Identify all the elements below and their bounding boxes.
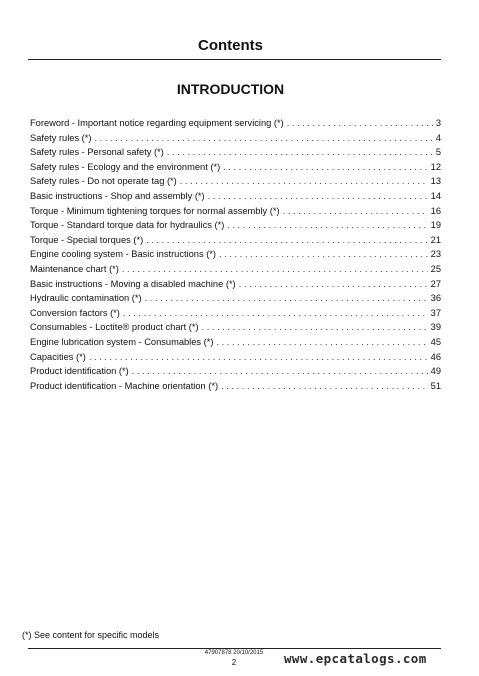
- toc-entry[interactable]: [30, 233, 441, 248]
- toc-entry[interactable]: [30, 145, 441, 160]
- toc-dot-leader: [239, 277, 428, 292]
- toc-entry-page: 25: [430, 263, 441, 274]
- toc-entry-page: 16: [430, 205, 441, 216]
- toc-entry[interactable]: [30, 247, 441, 262]
- toc-entry[interactable]: [30, 379, 441, 394]
- toc-entry[interactable]: [30, 131, 441, 146]
- toc-entry-title: Consumables - Loctite® product chart (*): [30, 322, 199, 333]
- toc-entry[interactable]: [30, 116, 441, 131]
- toc-entry-page: 46: [430, 351, 441, 362]
- toc-entry[interactable]: [30, 277, 441, 292]
- page-number: 2: [231, 658, 237, 667]
- toc-entry-page: 5: [435, 147, 441, 158]
- toc-entry-page: 12: [430, 161, 441, 172]
- toc-dot-leader: [94, 131, 432, 146]
- toc-entry-page: 21: [430, 234, 441, 245]
- toc-entry-title: Conversion factors (*): [30, 307, 120, 318]
- toc-entry-page: 36: [430, 293, 441, 304]
- toc-dot-leader: [132, 364, 428, 379]
- toc-entry-title: Safety rules (*): [30, 132, 92, 143]
- toc-entry[interactable]: [30, 189, 441, 204]
- toc-dot-leader: [208, 189, 428, 204]
- toc-entry-title: Torque - Standard torque data for hydraulics (*): [30, 220, 225, 231]
- toc-entry-page: 3: [435, 118, 441, 128]
- toc-entry-page: 37: [430, 307, 441, 318]
- toc-entry-title: Safety rules - Personal safety (*): [30, 147, 164, 158]
- toc-entry-title: Basic instructions - Shop and assembly (*): [30, 190, 205, 201]
- toc-entry-page: 45: [430, 336, 441, 347]
- toc-entry-title: Torque - Special torques (*): [30, 234, 144, 245]
- toc-entry-title: Safety rules - Do not operate tag (*): [30, 176, 177, 187]
- toc-entry-title: Product identification (*): [30, 366, 129, 377]
- toc-dot-leader: [202, 320, 428, 335]
- toc-entry-title: Capacities (*): [30, 351, 86, 362]
- toc-entry[interactable]: [30, 174, 441, 189]
- toc-entry-page: 49: [430, 366, 441, 377]
- table-of-contents: [30, 116, 441, 393]
- toc-entry-title: Safety rules - Ecology and the environment (*): [30, 161, 221, 172]
- toc-entry[interactable]: [30, 160, 441, 175]
- toc-dot-leader: [146, 233, 427, 248]
- toc-entry[interactable]: [30, 291, 441, 306]
- toc-entry[interactable]: [30, 218, 441, 233]
- toc-entry-title: Product identification - Machine orientation (*): [30, 380, 219, 391]
- toc-dot-leader: [122, 262, 428, 277]
- toc-dot-leader: [167, 145, 433, 160]
- toc-entry-title: Hydraulic contamination (*): [30, 293, 142, 304]
- toc-entry-page: 27: [430, 278, 441, 289]
- toc-entry-page: 14: [430, 190, 441, 201]
- toc-entry[interactable]: [30, 262, 441, 277]
- toc-entry-page: 39: [430, 322, 441, 333]
- title-divider: [28, 59, 441, 60]
- toc-entry[interactable]: [30, 320, 441, 335]
- watermark-text: www.epcatalogs.com: [284, 651, 427, 666]
- toc-entry-page: 13: [430, 176, 441, 187]
- toc-entry-title: Maintenance chart (*): [30, 263, 119, 274]
- toc-dot-leader: [221, 379, 428, 394]
- toc-dot-leader: [216, 335, 427, 350]
- document-reference: 47907878 20/10/2015: [204, 650, 264, 656]
- toc-entry-title: Engine lubrication system - Consumables (*): [30, 336, 214, 347]
- toc-entry[interactable]: [30, 350, 441, 365]
- toc-dot-leader: [283, 204, 428, 219]
- toc-dot-leader: [180, 174, 428, 189]
- toc-dot-leader: [219, 247, 428, 262]
- toc-entry-page: 51: [430, 380, 441, 391]
- toc-entry-title: Basic instructions - Moving a disabled machine (*): [30, 278, 236, 289]
- toc-entry[interactable]: [30, 204, 441, 219]
- toc-entry-title: Engine cooling system - Basic instructions (*): [30, 249, 217, 260]
- toc-entry-page: 4: [435, 132, 441, 143]
- toc-dot-leader: [287, 116, 433, 131]
- toc-dot-leader: [223, 160, 427, 175]
- toc-entry-page: 23: [430, 249, 441, 260]
- toc-dot-leader: [227, 218, 427, 233]
- toc-entry[interactable]: [30, 364, 441, 379]
- toc-entry-page: 19: [430, 220, 441, 231]
- toc-dot-leader: [145, 291, 428, 306]
- section-heading: INTRODUCTION: [176, 81, 285, 97]
- toc-entry[interactable]: [30, 306, 441, 321]
- footer-divider: [28, 648, 441, 649]
- toc-dot-leader: [89, 350, 428, 365]
- toc-entry-title: Torque - Minimum tightening torques for normal assembly (*): [30, 205, 280, 216]
- footnote: (*) See content for specific models: [22, 630, 160, 640]
- toc-entry[interactable]: [30, 335, 441, 350]
- toc-entry-title: Foreword - Important notice regarding equipment servicing (*): [30, 118, 284, 128]
- page-title: Contents: [198, 37, 263, 54]
- toc-dot-leader: [123, 306, 428, 321]
